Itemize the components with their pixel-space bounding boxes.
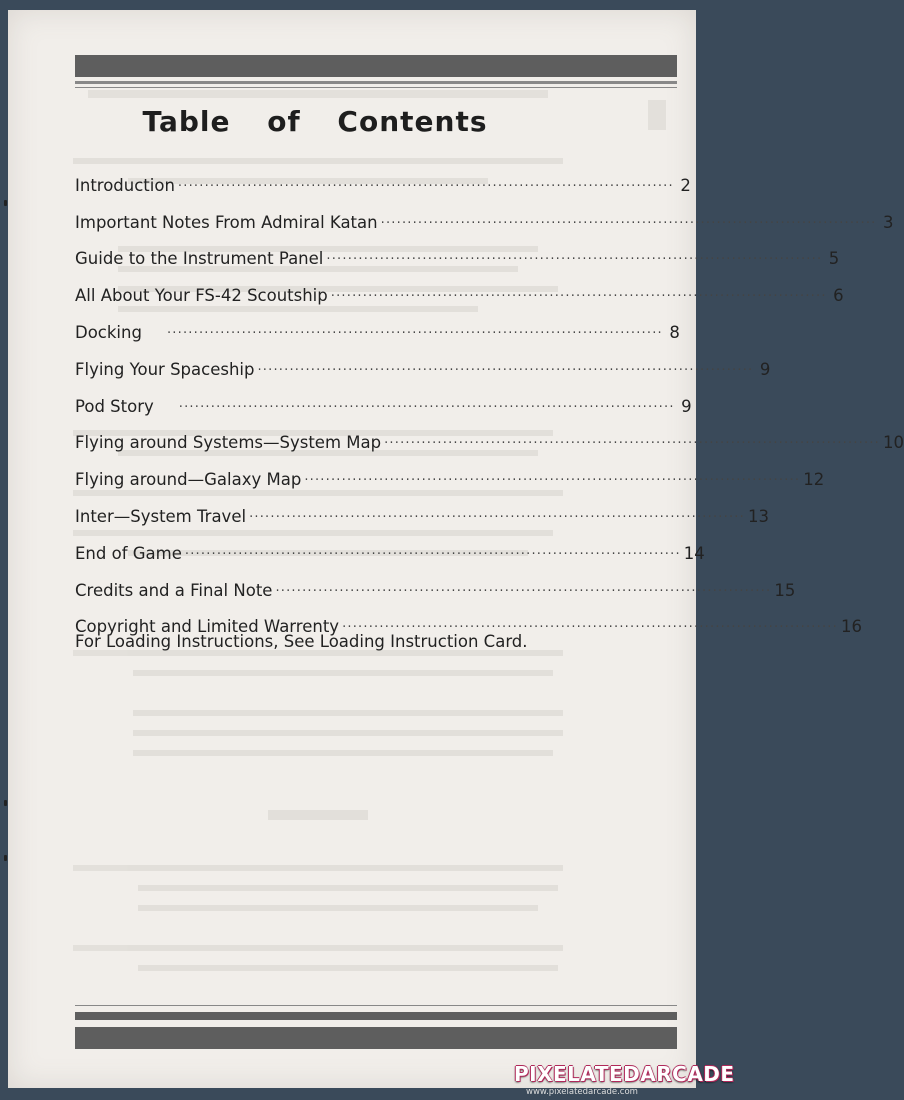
toc-label: Flying around Systems—System Map bbox=[75, 433, 382, 453]
toc-page: 13 bbox=[747, 506, 769, 526]
toc-entry bbox=[75, 452, 825, 490]
watermark-logo: PIXELATEDARCADE bbox=[514, 1062, 735, 1086]
toc-entry bbox=[75, 232, 840, 269]
toc-label: Docking bbox=[75, 322, 142, 342]
toc-page: 16 bbox=[840, 617, 862, 637]
leader-dots: ............................................................................................. bbox=[304, 469, 801, 485]
toc-page: 10 bbox=[883, 433, 904, 453]
leader-dots: ............................................................................................. bbox=[184, 542, 681, 558]
leader-dots: ............................................................................................. bbox=[166, 321, 663, 337]
toc-label: Guide to the Instrument Panel bbox=[75, 249, 324, 269]
toc-label: Flying around—Galaxy Map bbox=[75, 470, 302, 490]
header-rule-thin bbox=[75, 87, 677, 88]
toc-entry bbox=[75, 379, 692, 416]
footer-bar bbox=[75, 1027, 677, 1049]
toc-page: 15 bbox=[774, 580, 796, 600]
toc-page: 3 bbox=[883, 212, 894, 232]
toc-label: All About Your FS-42 Scoutship bbox=[75, 286, 328, 306]
toc-entry bbox=[75, 563, 796, 600]
loading-instructions-note: For Loading Instructions, See Loading Instruction Card. bbox=[75, 632, 528, 651]
header-rule bbox=[75, 81, 677, 84]
binding-mark bbox=[4, 855, 7, 861]
table-of-contents bbox=[75, 158, 904, 637]
leader-dots: ............................................................................................. bbox=[178, 395, 675, 411]
page-title: Table of Contents bbox=[142, 105, 488, 138]
toc-page: 6 bbox=[833, 286, 844, 306]
toc-label: Inter—System Travel bbox=[75, 506, 247, 526]
toc-entry bbox=[75, 195, 894, 232]
leader-dots: ............................................................................................. bbox=[326, 248, 823, 264]
binding-mark bbox=[4, 200, 7, 206]
leader-dots: ............................................................................................. bbox=[342, 616, 838, 632]
toc-entry bbox=[75, 526, 705, 563]
toc-page: 9 bbox=[681, 396, 692, 416]
toc-page: 14 bbox=[683, 543, 705, 563]
toc-label: Pod Story bbox=[75, 396, 154, 416]
leader-dots: ............................................................................................. bbox=[380, 211, 877, 227]
leader-dots: ............................................................................................. bbox=[257, 358, 754, 374]
footer-rule-thin bbox=[75, 1005, 677, 1006]
toc-label: End of Game bbox=[75, 543, 182, 563]
toc-page: 12 bbox=[803, 470, 825, 490]
header-bar bbox=[75, 55, 677, 77]
toc-entry bbox=[75, 305, 680, 342]
leader-dots: ............................................................................................. bbox=[330, 285, 827, 301]
toc-page: 8 bbox=[669, 322, 680, 342]
toc-label: Copyright and Limited Warrenty bbox=[75, 617, 340, 637]
toc-entry bbox=[75, 600, 862, 637]
footer-stripe bbox=[75, 1012, 677, 1020]
toc-page: 5 bbox=[828, 249, 840, 269]
watermark-url: www.pixelatedarcade.com bbox=[526, 1087, 638, 1097]
toc-page: 2 bbox=[680, 175, 691, 195]
toc-page: 9 bbox=[759, 359, 771, 379]
toc-label: Flying Your Spaceship bbox=[75, 359, 255, 379]
toc-label: Important Notes From Admiral Katan bbox=[75, 212, 378, 232]
toc-label: Introduction bbox=[75, 175, 175, 195]
binding-mark bbox=[4, 800, 7, 806]
toc-entry bbox=[75, 158, 691, 195]
toc-entry bbox=[75, 342, 771, 379]
toc-entry bbox=[75, 416, 904, 453]
toc-entry bbox=[75, 489, 769, 526]
leader-dots: ............................................................................................. bbox=[384, 432, 880, 448]
toc-entry bbox=[75, 268, 844, 306]
toc-label: Credits and a Final Note bbox=[75, 580, 273, 600]
leader-dots: ............................................................................................. bbox=[275, 579, 772, 595]
leader-dots: ............................................................................................. bbox=[249, 505, 745, 521]
leader-dots: ............................................................................................. bbox=[177, 174, 674, 190]
